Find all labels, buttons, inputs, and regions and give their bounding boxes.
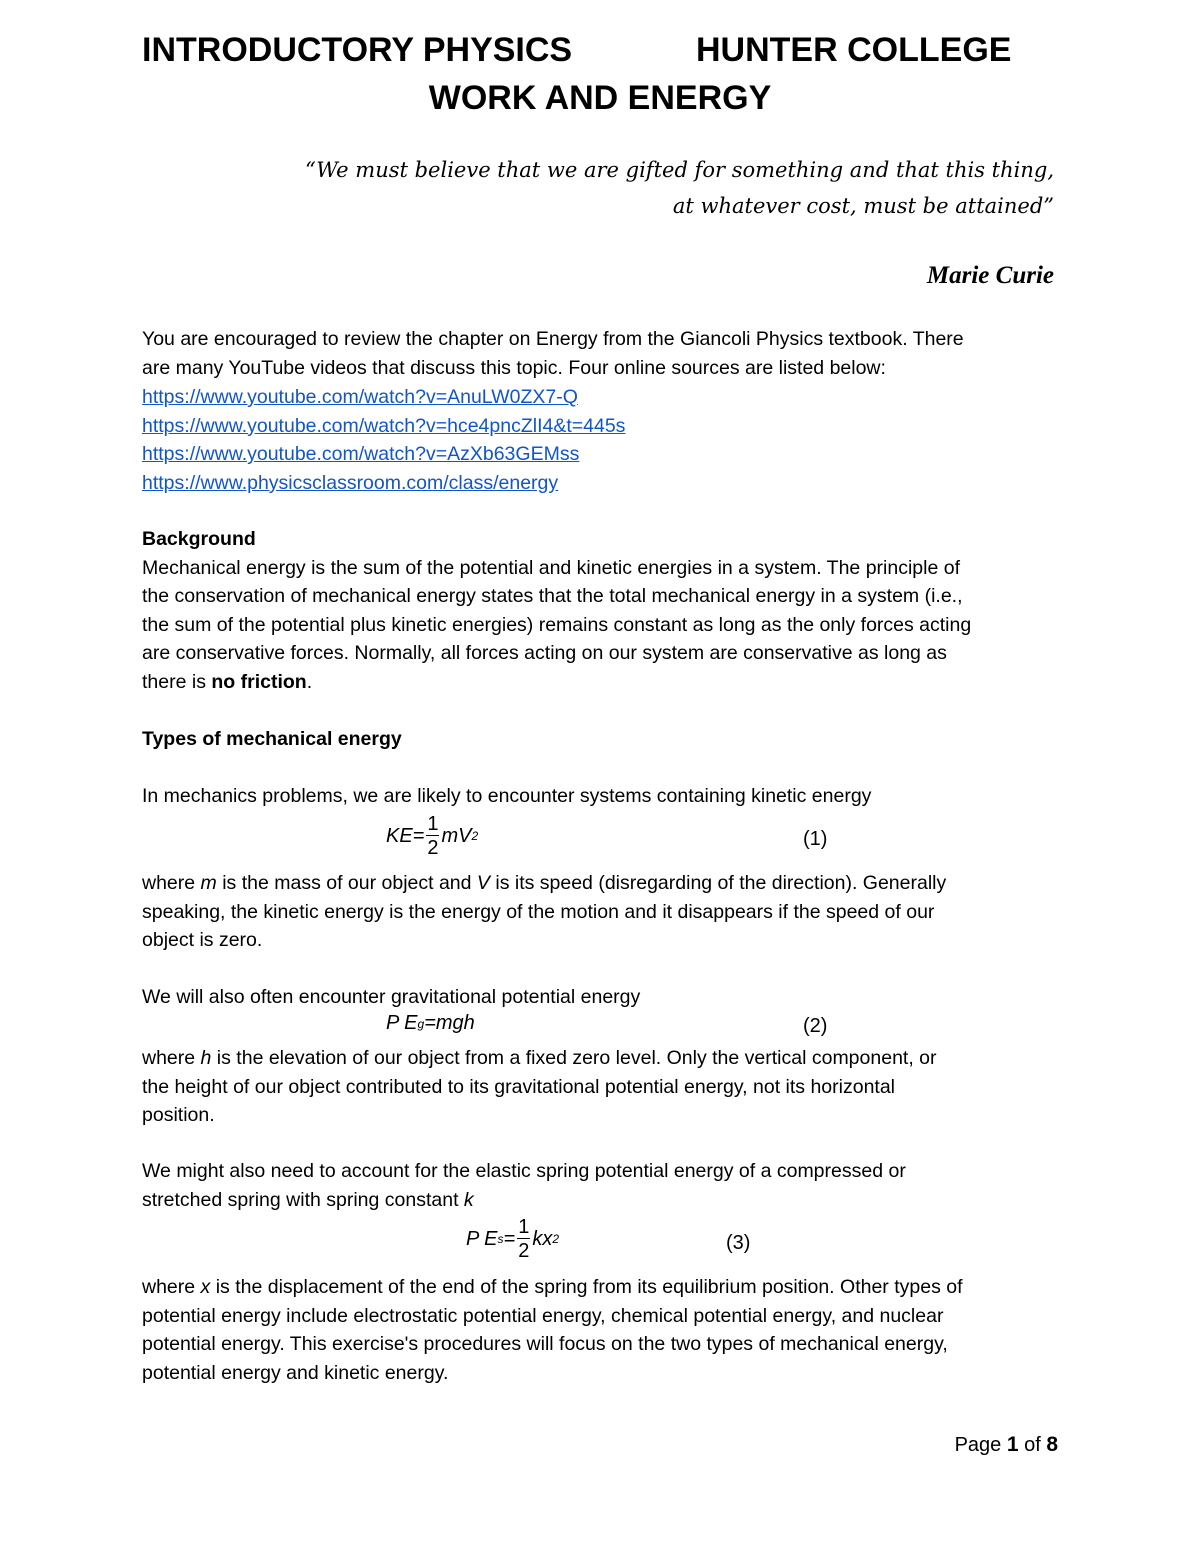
background-line-1: Mechanical energy is the sum of the potential and kinetic energies in a system. The principle of <box>142 556 961 579</box>
background-heading: Background <box>142 528 256 550</box>
page-label: Page <box>954 1434 1007 1456</box>
pe-text-a: where <box>142 1047 201 1069</box>
eq3-lhs: P E <box>466 1227 498 1250</box>
eq1-lhs: KE= <box>386 824 425 847</box>
link-youtube-3[interactable]: https://www.youtube.com/watch?v=AzXb63GEMss <box>142 443 580 466</box>
of-label: of <box>1018 1434 1047 1456</box>
spring-intro-text: stretched spring with spring constant <box>142 1188 464 1211</box>
spring-explanation <box>142 1273 963 1387</box>
var-m: m <box>200 872 217 894</box>
eq2-rhs: =mgh <box>424 1012 475 1034</box>
pe-intro: We will also often encounter gravitational potential energy <box>142 986 641 1008</box>
eq1-rhs: mV <box>441 824 472 847</box>
background-line-5-text: there is <box>142 670 212 693</box>
background-line-2: the conservation of mechanical energy states that the total mechanical energy in a system (i.e., <box>142 585 963 608</box>
spring-intro-line-1: We might also need to account for the elastic spring potential energy of a compressed or <box>142 1160 906 1182</box>
eq1-numerator: 1 <box>427 813 439 835</box>
eq3-numerator: 1 <box>518 1216 530 1238</box>
ke-text-a: where <box>142 872 201 894</box>
eq2-lhs: P E <box>386 1012 418 1034</box>
page-total: 8 <box>1046 1433 1058 1456</box>
equation-3 <box>466 1217 559 1261</box>
intro-line-1: You are encouraged to review the chapter on Energy from the Giancoli Physics textbook. There <box>142 328 964 350</box>
pe-explanation-line-3: position. <box>142 1104 215 1127</box>
equation-3-number: (3) <box>726 1232 751 1254</box>
eq3-exponent: 2 <box>552 1232 559 1246</box>
var-h: h <box>200 1047 212 1069</box>
link-physicsclassroom[interactable]: https://www.physicsclassroom.com/class/energy <box>142 471 559 494</box>
spring-explanation-line-4: potential energy and kinetic energy. <box>142 1361 449 1384</box>
var-v: V <box>476 872 490 894</box>
ke-intro: In mechanics problems, we are likely to encounter systems containing kinetic energy <box>142 785 872 807</box>
page-indicator <box>955 1433 1058 1457</box>
ke-explanation <box>142 869 946 955</box>
background-line-3: the sum of the potential plus kinetic energies) remains constant as long as the only forces acting <box>142 613 972 636</box>
link-youtube-1[interactable]: https://www.youtube.com/watch?v=AnuLW0ZX7-Q <box>142 386 578 408</box>
quote-line-1: “We must believe that we are gifted for something and that this thing, <box>304 158 1054 182</box>
pe-explanation-line-2: the height of our object contributed to its gravitational potential energy, not its horizontal <box>142 1075 896 1098</box>
quote-author: Marie Curie <box>926 262 1054 289</box>
intro-paragraph <box>142 325 964 382</box>
types-heading: Types of mechanical energy <box>142 728 402 750</box>
quote-line-2: at whatever cost, must be attained” <box>672 194 1054 218</box>
spring-explanation-line-3: potential energy. This exercise's procedures will focus on the two types of mechanical energy, <box>142 1333 948 1356</box>
ke-text-c: is its speed (disregarding of the direction). Generally <box>489 872 947 894</box>
equation-1 <box>386 814 478 858</box>
link-youtube-2[interactable]: https://www.youtube.com/watch?v=hce4pncZlI4&t=445s <box>142 414 626 437</box>
ke-explanation-line-3: object is zero. <box>142 929 263 952</box>
intro-line-2: are many YouTube videos that discuss this topic. Four online sources are listed below: <box>142 356 886 379</box>
eq3-equals: = <box>503 1227 516 1250</box>
eq1-fraction <box>426 814 439 858</box>
background-line-5 <box>142 668 971 697</box>
spring-text-a: where <box>142 1276 201 1298</box>
var-k: k <box>463 1188 474 1211</box>
eq3-denominator: 2 <box>518 1240 530 1262</box>
background-section <box>142 525 971 697</box>
pe-explanation <box>142 1044 937 1130</box>
ke-text-b: is the mass of our object and <box>216 872 477 894</box>
eq3-subscript: s <box>497 1232 504 1246</box>
pe-text-b: is the elevation of our object from a fixed zero level. Only the vertical component, or <box>211 1047 937 1069</box>
spring-text-b: is the displacement of the end of the spring from its equilibrium position. Other types of <box>210 1276 963 1298</box>
eq3-rhs: kx <box>532 1227 553 1250</box>
equation-2 <box>386 1012 475 1035</box>
page-number: 1 <box>1006 1433 1019 1456</box>
spring-intro-line-2 <box>142 1186 906 1215</box>
background-line-4: are conservative forces. Normally, all forces acting on our system are conservative as long as <box>142 642 947 665</box>
eq3-fraction <box>517 1217 530 1261</box>
spring-intro <box>142 1157 906 1214</box>
equation-1-number: (1) <box>803 828 828 850</box>
eq1-exponent: 2 <box>471 829 479 843</box>
page-title: WORK AND ENERGY <box>428 79 772 117</box>
eq2-subscript: g <box>417 1016 425 1031</box>
background-line-5-end: . <box>306 670 313 693</box>
ke-explanation-line-1 <box>142 869 946 898</box>
equation-2-number: (2) <box>803 1015 828 1037</box>
pe-explanation-line-1 <box>142 1044 937 1073</box>
no-friction-emphasis: no friction <box>211 670 307 693</box>
ke-explanation-line-2: speaking, the kinetic energy is the energy of the motion and it disappears if the speed of our <box>142 900 935 923</box>
spring-explanation-line-1 <box>142 1273 963 1302</box>
spring-explanation-line-2: potential energy include electrostatic potential energy, chemical potential energy, and nuclear <box>142 1304 944 1327</box>
course-title: INTRODUCTORY PHYSICS <box>142 31 573 69</box>
eq1-denominator: 2 <box>427 837 439 859</box>
link-list <box>142 383 625 497</box>
var-x: x <box>200 1276 211 1298</box>
college-name: HUNTER COLLEGE <box>696 31 1012 69</box>
